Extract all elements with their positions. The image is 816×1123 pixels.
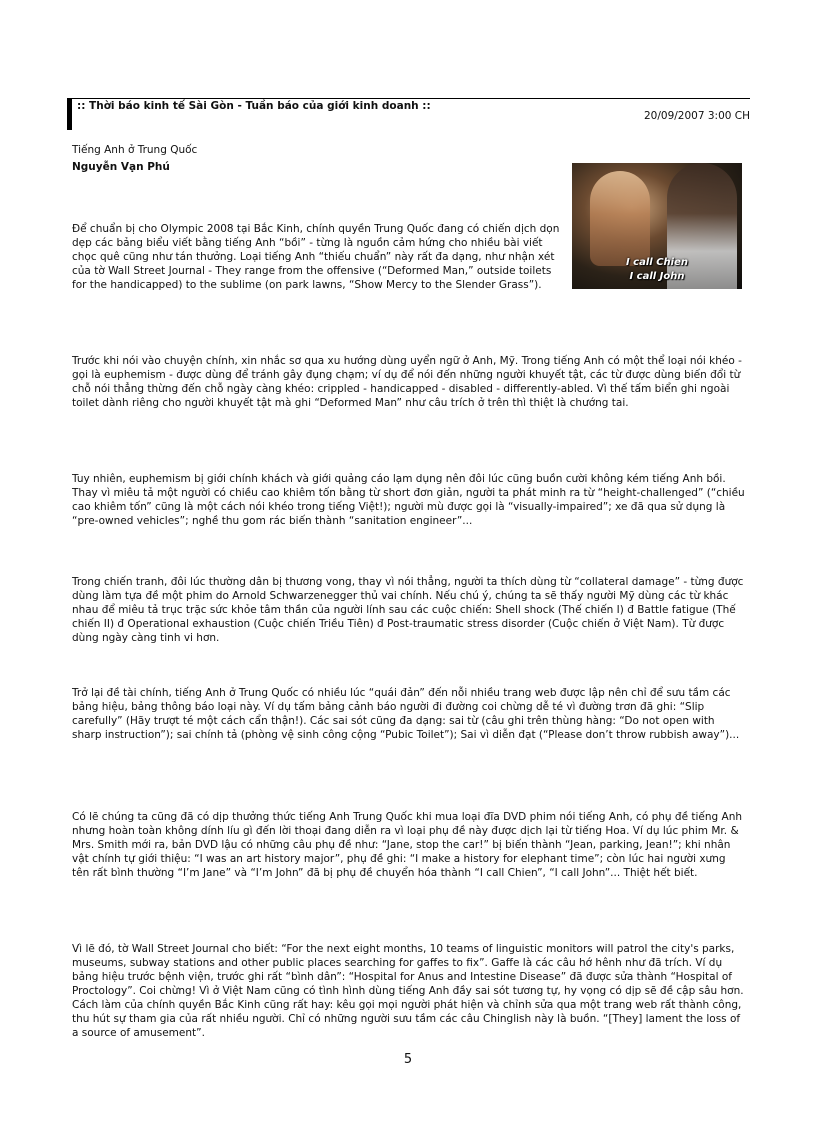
article-author: Nguyễn Vạn Phú — [72, 161, 170, 173]
article-paragraph-1: Để chuẩn bị cho Olympic 2008 tại Bắc Kinh, chính quyền Trung Quốc đang có chiến dịch dọn dẹp các bảng biểu viết bằng tiếng Anh “bồi” - từng là nguồn cảm hứng cho nhiều bài viết chọc quê cũng như tán thưởng. Loại tiếng Anh “thiếu chuẩn” này rất đa dạng, như nhận xét của tờ Wall Street Journal - They range from the offensive (“Deformed Man,” outside toilets for the handicapped) to the sublime (on park lawns, “Show Mercy to the Slender Grass”). — [72, 223, 560, 291]
woman-figure — [590, 171, 650, 266]
publication-date: 20/09/2007 3:00 CH — [644, 110, 750, 122]
page-header — [67, 98, 750, 132]
image-subtitle-2: I call John — [629, 271, 685, 282]
article-section: Tiếng Anh ở Trung Quốc — [72, 144, 198, 156]
movie-still-image — [572, 163, 742, 289]
image-subtitle-1: I call Chien — [625, 257, 688, 268]
header-accent-bar — [67, 98, 72, 130]
article-paragraph-6: Có lẽ chúng ta cũng đã có dịp thưởng thức tiếng Anh Trung Quốc khi mua loại đĩa DVD phim nói tiếng Anh, có phụ đề tiếng Anh nhưng hoàn toàn không dính líu gì đến lời thoại đang diễn ra vì loại phụ đề này được dịch lại từ tiếng Hoa. Ví dụ lúc phim Mr. & Mrs. Smith mới ra, bản DVD lậu có những câu phụ đề như: “Jane, stop the car!” bị biến thành “Jean, parking, Jean!”; khi nhân vật chính tự giới thiệu: “I was an art history major”, phụ đề ghi: “I make a history for elephant time”; còn lúc hai người xưng tên rất bình thường “I’m Jane” và “I’m John” đã bị phụ đề chuyển hóa thành “I call Chien”, “I call John”... Thiệt hết biết. — [72, 811, 743, 879]
publication-title: :: Thời báo kinh tế Sài Gòn - Tuần báo của giới kinh doanh :: — [77, 100, 431, 112]
header-rule — [72, 98, 750, 99]
article-paragraph-4: Trong chiến tranh, đôi lúc thường dân bị thương vong, thay vì nói thẳng, người ta thích dùng từ “collateral damage” - từng được dùng làm tựa đề một phim do Arnold Schwarzenegger thủ vai chính. Nếu chú ý, chúng ta sẽ thấy người Mỹ dùng các từ khác nhau để miêu tả trục trặc sức khỏe tâm thần của người lính sau các cuộc chiến: Shell shock (Thế chiến I) đ Battle fatigue (Thế chiến II) đ Operational exhaustion (Cuộc chiến Triều Tiên) đ Post-traumatic stress disorder (Cuộc chiến ở Việt Nam). Từ được dùng ngày càng tinh vi hơn. — [72, 576, 744, 644]
article-paragraph-5: Trở lại đề tài chính, tiếng Anh ở Trung Quốc có nhiều lúc “quái đản” đến nỗi nhiều trang web được lập nên chỉ để sưu tầm các bảng hiệu, bảng thông báo loại này. Ví dụ tấm bảng cảnh báo người đi đường coi chừng dễ té vì đường trơn đã ghi: “Slip carefully” (Hãy trượt té một cách cẩn thận!). Các sai sót cũng đa dạng: sai từ (câu ghi trên thùng hàng: “Do not open with sharp instruction”); sai chính tả (phòng vệ sinh công cộng “Pubic Toilet”); Sai vì diễn đạt (“Please don’t throw rubbish away”)... — [72, 687, 740, 741]
article-paragraph-2: Trước khi nói vào chuyện chính, xin nhắc sơ qua xu hướng dùng uyển ngữ ở Anh, Mỹ. Trong tiếng Anh có một thể loại nói khéo - gọi là euphemism - được dùng để tránh gây đụng chạm; ví dụ để nói đến những người khuyết tật, các từ được dùng biến đổi từ chỗ nói thẳng thừng đến chỗ ngày càng khéo: crippled - handicapped - disabled - differently-abled. Vì thế tấm biển ghi ngoài toilet dành riêng cho người khuyết tật mà ghi “Deformed Man” như câu trích ở trên thì thiệt là chướng tai. — [72, 355, 742, 409]
page-number: 5 — [403, 1052, 413, 1067]
article-paragraph-7: Vì lẽ đó, tờ Wall Street Journal cho biết: “For the next eight months, 10 teams of linguistic monitors will patrol the city's parks, museums, subway stations and other public places searching for gaffes to fix”. Gaffe là các câu hớ hênh như đã trích. Ví dụ bảng hiệu trước bệnh viện, trước ghi rất “bình dân”: “Hospital for Anus and Intestine Disease” đã được sửa thành “Hospital of Proctology”. Coi chừng! Vì ở Việt Nam cũng có tình hình dùng tiếng Anh đầy sai sót tương tự, hy vọng có dịp sẽ đề cập sâu hơn. Cách làm của chính quyền Bắc Kinh cũng rất hay: kêu gọi mọi người phát hiện và chỉnh sửa qua một trang web rất thành công, thu hút sự tham gia của rất nhiều người. Chỉ có những người sưu tầm các câu Chinglish này là buồn. “[They] lament the loss of a source of amusement”. — [72, 943, 744, 1039]
article-paragraph-3: Tuy nhiên, euphemism bị giới chính khách và giới quảng cáo lạm dụng nên đôi lúc cũng buồn cười không kém tiếng Anh bồi. Thay vì miêu tả một người có chiều cao khiêm tốn bằng từ short đơn giản, người ta phát minh ra từ “height-challenged” (“chiều cao khiêm tốn” cũng là một cách nói khéo trong tiếng Việt!); người mù được gọi là “visually-impaired”; xe đã qua sử dụng là “pre-owned vehicles”; nghề thu gom rác biến thành “sanitation engineer”... — [72, 473, 745, 527]
